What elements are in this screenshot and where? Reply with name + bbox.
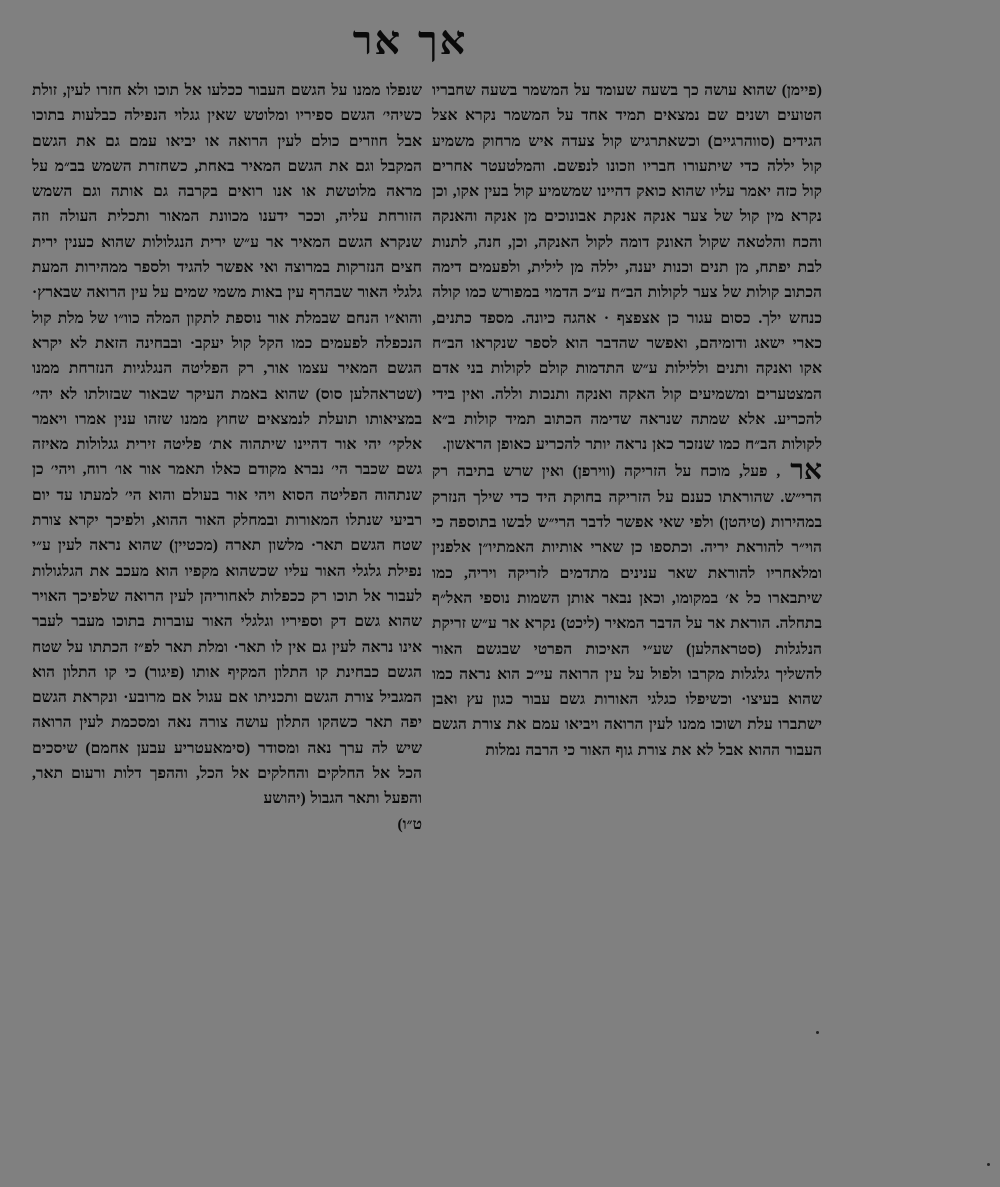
left-column	[32, 78, 422, 1018]
right-column	[432, 78, 822, 1008]
right-column-paragraph-2-text: , פעל, מוכח על הזריקה (ווירפן) ואין שרש בתיבה רק הרי״ש. שהוראתו כענם על הזריקה בחוקת היד כדי שילך הנזרק במהירות (טיהטן) ולפי שאי אפשר לדבר הרי״ש לבשו בתוספה כי הוי״ר להוראת יריה. וכתספו כן שארי אותיות האמתיו״ן אלפנין ומלאחריו להוראת שאר ענינים מתדמים לזריקה ויריה, כמו שיתבארו כל א׳ במקומו, וכאן נבאר אותן השמות נוספי האל״ף בתחלה. הוראת אר על הדבר המאיר (ליכט) נקרא אר ע״ש זריקת הנלגלות (סטראהלען) שע״י האיכות הפרטי שבגשם האור להשליך גלגלות מקרבו ולפול על עין הרואה עי״כ הוא נראה כמו שהוא בעיצו· וכשיפלו כגלגי האורות גשם עבור כגון עץ ואבן ישתברו עלת ושוכו ממנו לעין הרואה ויביאו עמם את צורת הגשם העבור ההוא אבל לא את צורת גוף האור כי הרבה נמלות	[432, 463, 822, 759]
left-column-paragraph-1: שנפלו ממנו על הגשם העבור ככלעו אל תוכו ולא חזרו לעין, זולת כשיהי׳ הגשם ספיריו ומלוטש שאין גגלוי הנפילה כבלעות בתוכו אבל חוזרים כולם לעין הרואה או יביאו עמם גם את הגשם המקבל וגם את הגשם המאיר באחת, כשחזרת השמש בב״מ על מראה מלוטשת או אנו רואים בקרבה גם אותה וגם השמש הזורחת עליה, וככר ידענו מכוונת המאור ותכלית העולה וזה שנקרא הגשם המאיר אר ע״ש ירית הנגלולות שהוא כענין ירית חצים הנזרקות במרוצה ואי אפשר להגיד ולספר ממהירות המעת גלגלי האור שבהרף עין באות משמי שמים על עין הרואה שבארץ· והוא״ו הנחם שבמלת אור נוספת לתקון המלה כוו״ו של מלת קול הנכפלה לפעמים כמו הקל קול יעקב· ובבחינה הזאת לא יקרא הגשם המאיר עצמו אור, רק הפליטה הנגלגיות הנזרחת ממנו (שטראהלען סוס) שהוא באמת העיקר שבאור שבזולתו לא יהי׳ במציאותו תועלת לנמצאים שחוץ ממנו שזהו ענין אמרו ויאמר אלקי׳ יהי אור דהיינו שיתהוה את׳ פליטה זירית גגלולות מאיזה גשם שכבר הי׳ נברא מקודם כאלו תאמר אור או׳ רוח, ויהי׳ כן שנתהוה הפליטה הסוא ויהי אור בעולם והוא הי׳ למעתו עד יום רביעי שנתלו המאורות ובמחלק האור ההוא, ולפיכך יקרא צורת שטח הגשם תאר· מלשון תארה (מכטיין) שהוא נראה לעין ע״י נפילת גלגלי האור עליו שכשהוא מקפיו הוא מעכב את הגלגולות לעבור אל תוכו רק ככפלות לאחוריהן לעין הרואה שלפיכך האויר שהוא גשם דק וספיריו וגלגלי האור עוברות בתוכו מעבר לעבר אינו נראה לעין גם אין לו תאר· ומלת תאר לפ״ז הכתתו על שטח הגשם כבחינת קו התלון המקיף אותו (פיגור) כי קו התלון הוא המגביל צורת הגשם ותכניתו אם עגול אם מרובע· ונקראת הגשם יפה תאר כשהקו התלון עושה צורה נאה ומסכמת לעין הרואה שיש לה ערך נאה ומסודר (סימאעטריע עבען אחמם) שיסכים הכל אל החלקים והחלקים אל הכל, וההפך דלות ורעום תאר, והפעל ותאר הגבול (יהושע	[32, 82, 422, 808]
scan-speck	[987, 1163, 990, 1166]
scan-speck	[816, 1031, 819, 1034]
page-header: אך אר	[352, 17, 468, 64]
right-column-paragraph-2	[432, 453, 822, 763]
right-column-paragraph-1: (פיימן) שהוא עושה כך בשעה שעומד על המשמר בשעה שחבריו הטועים ושנים שם נמצאים תמיד אחד על המשמר נקרא אצל הגידים (סווהרגיים) וכשאתרגיש קול צעדה איש מרחוק משמיע קול יללה כדי שיתעורו חבריו וזכונו לנפשם. והמלטעטר אחרים קול כזה יאמר עליו שהוא כואק דהיינו שמשמיע קול בעין אקו, וכן נקרא מין קול של צער אנקה אנקת אבונוכים מן אנקה והאנקה והכח והלטאה שקול האונק דומה לקול האנקה, וכן, חנה, לתנות לבת יפתח, מן תנים וכנות יענה, יללה מן לילית, ולפעמים דימה הכתוב קולות של צער לקולות הב״ח ע״כ הדמוי במפורש כמו קולה כנחש ילך. כסום עגור כן אצפצף · אהגה כיונה. מספד כתנים, כארי ישאג ודומיהם, ואפשר שהדבר הוא לספר שנקראו הב״ח אקו ואנקה ותנים וללילות ע״ש התדמות קולם לקולות בני אדם המצטערים ומשמיעים קול האקה ואנקה ותנכות וללה. ואין בידי להכריע. אלא שמתה שנראה שדימה הכתוב תמיד קולות ב״א לקולות הב״ח כמו שנזכר כאן נראה יותר להכריע כאופן הראשון.	[432, 82, 822, 454]
left-column-paragraph-tail: ט״ו)	[397, 815, 422, 833]
entry-head: אר	[790, 453, 822, 487]
